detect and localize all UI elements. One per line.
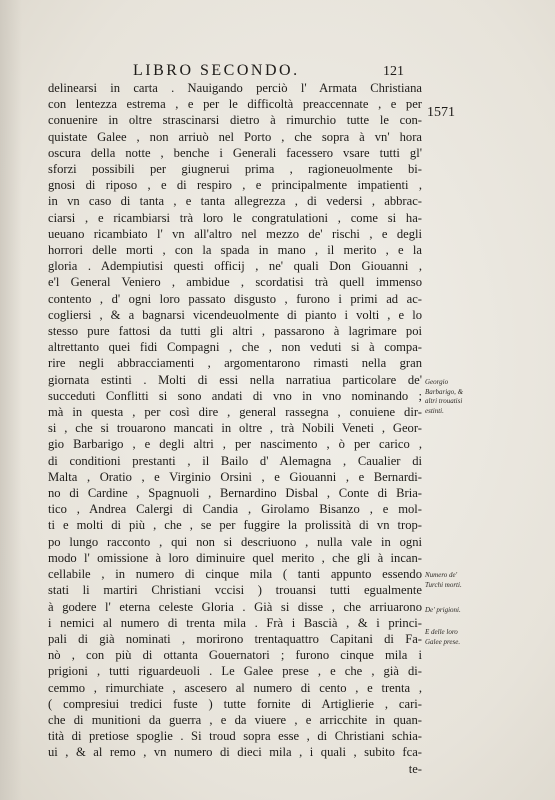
text-line: ui , & al remo , vn numero di dieci mila , i quali , subito fca-	[48, 745, 422, 760]
text-line: si , che si trouarono mancati in oltre , trà Nobili Veneti , Geor-	[48, 421, 422, 436]
text-line: te-	[408, 761, 422, 776]
text-line: cemmo , rimurchiate , ascesero al numero di cento , e trenta ,	[48, 680, 422, 695]
text-line: in vn caso di tanta , e tanta allegrezza , di vedersi , abbrac-	[48, 194, 422, 209]
text-line: altrettanto quei fidi Compagni , che , non veduti si à compa-	[48, 340, 422, 355]
page-number: 121	[383, 64, 404, 79]
text-line: horrori delle morti , con la spada in mano , il merito , e la	[48, 243, 422, 258]
margin-note-barbarigo: Georgio Barbarigo, & altri trouatisi estinti.	[425, 378, 464, 415]
text-line: à godere l' eterna celeste Gloria . Già si disse , che arriuarono	[48, 599, 422, 614]
margin-note-galleys: E delle loro Galee prese.	[425, 628, 461, 646]
text-line: tità di pretiose spoglie . Si troud sopra esse , di Christiani schia-	[48, 729, 422, 744]
text-line: modo l' omissione à loro diminuire quel merito , che gli à incan-	[48, 550, 422, 565]
text-line: stesso pure fattosi da tutti gli altri , passarono à lagrimare poi	[48, 324, 422, 339]
text-line: stati li martiri Christiani vccisi ) trouansi tutti egualmente	[48, 583, 422, 598]
margin-note-turks-dead: Numero de' Turchi morti.	[425, 571, 462, 589]
text-line: tico , Andrea Calergi di Candia , Girolamo Bisanzo , e mol-	[48, 502, 422, 517]
text-line: giornata estinti . Molti di essi nella narratiua particolare de'	[48, 372, 422, 387]
text-line: Malta , Oratio , e Virginio Orsini , e Giouanni , e Bernardi-	[48, 469, 422, 484]
text-line: che di munitioni da guerra , e da viuere , e arricchite in quan-	[48, 712, 422, 727]
text-line: cogliersi , & a bagnarsi vicendeuolmente di pianto i volti , e lo	[48, 307, 422, 322]
text-line: gio Barbarigo , e degli altri , per nascimento , ò per carico ,	[48, 437, 422, 452]
text-line: no di Cardine , Spagnuoli , Bernardino Disbal , Conte di Bria-	[48, 486, 422, 501]
text-line: ( compresiui tredici fuste ) tutte fornite di Artiglierie , cari-	[48, 696, 422, 711]
running-title: LIBRO SECONDO.	[133, 62, 300, 79]
text-line: po lungo racconto , qui non si descriuono , nulla vale in ogni	[48, 534, 422, 549]
text-line: ueuano ricambiato l' vn all'altro nel mezzo de' rischi , e degli	[48, 226, 422, 241]
text-line: prigioni , tutti riguardeuoli . Le Galee prese , e che , già di-	[48, 664, 422, 679]
text-line: con lentezza estrema , e per le difficoltà preaccennate , e per	[48, 97, 422, 112]
page-gutter-shadow	[0, 0, 22, 800]
text-line: ciarsi , e ricambiarsi trà loro le congratulationi , come si ha-	[48, 210, 422, 225]
text-line: contento , d' ogni loro passato disgusto , furono i primi ad ac-	[48, 291, 422, 306]
text-line: conuenire in oltre strascinarsi dietro à rimurchio tutte le con-	[48, 113, 422, 128]
text-line: sforzi possibili per giugnerui prima , ragioneuolmente bi-	[48, 162, 422, 177]
text-line: di conditioni prestanti , il Bailo d' Alemagna , Caualier di	[48, 453, 422, 468]
text-line: gloria . Adempiutisi questi officij , ne' quali Don Giouanni ,	[48, 259, 422, 274]
margin-year: 1571	[427, 105, 455, 120]
margin-note-prisoners: De' prigioni.	[425, 606, 461, 614]
text-line: mà in questa , per così dire , general rassegna , conuiene dir-	[48, 405, 422, 420]
text-line: gnosi di riposo , e di respiro , e principalmente impatienti ,	[48, 178, 422, 193]
body-text	[48, 80, 422, 777]
text-line: rire negli abbracciamenti , argomentarono rimasti nella gran	[48, 356, 422, 371]
text-line: quistate Galee , non arriuò nel Porto , che sopra à vn' hora	[48, 129, 422, 144]
text-line: succeduti Conflitti si sono andati di vno in vno nominando ;	[48, 388, 422, 403]
text-line: e'l General Veniero , ambidue , scordatisi trà quell immenso	[48, 275, 422, 290]
text-line: pali di già nominati , morirono trentaquattro Capitani di Fa-	[48, 631, 422, 646]
text-line: nò , con più di ottanta Gouernatori ; furono cinque mila i	[48, 648, 422, 663]
text-line: i nemici al numero di trenta mila . Frà i Bascià , & i princi-	[48, 615, 422, 630]
text-line: ti e molti di più , che , se per fuggire la prolissità di vn trop-	[48, 518, 422, 533]
text-line: cellabile , in numero di cinque mila ( tanti appunto essendo	[48, 567, 422, 582]
text-line: oscura della notte , benche i Generali facessero vsare tutti gl'	[48, 145, 422, 160]
text-line: delinearsi in carta . Nauigando perciò l' Armata Christiana	[48, 81, 422, 95]
